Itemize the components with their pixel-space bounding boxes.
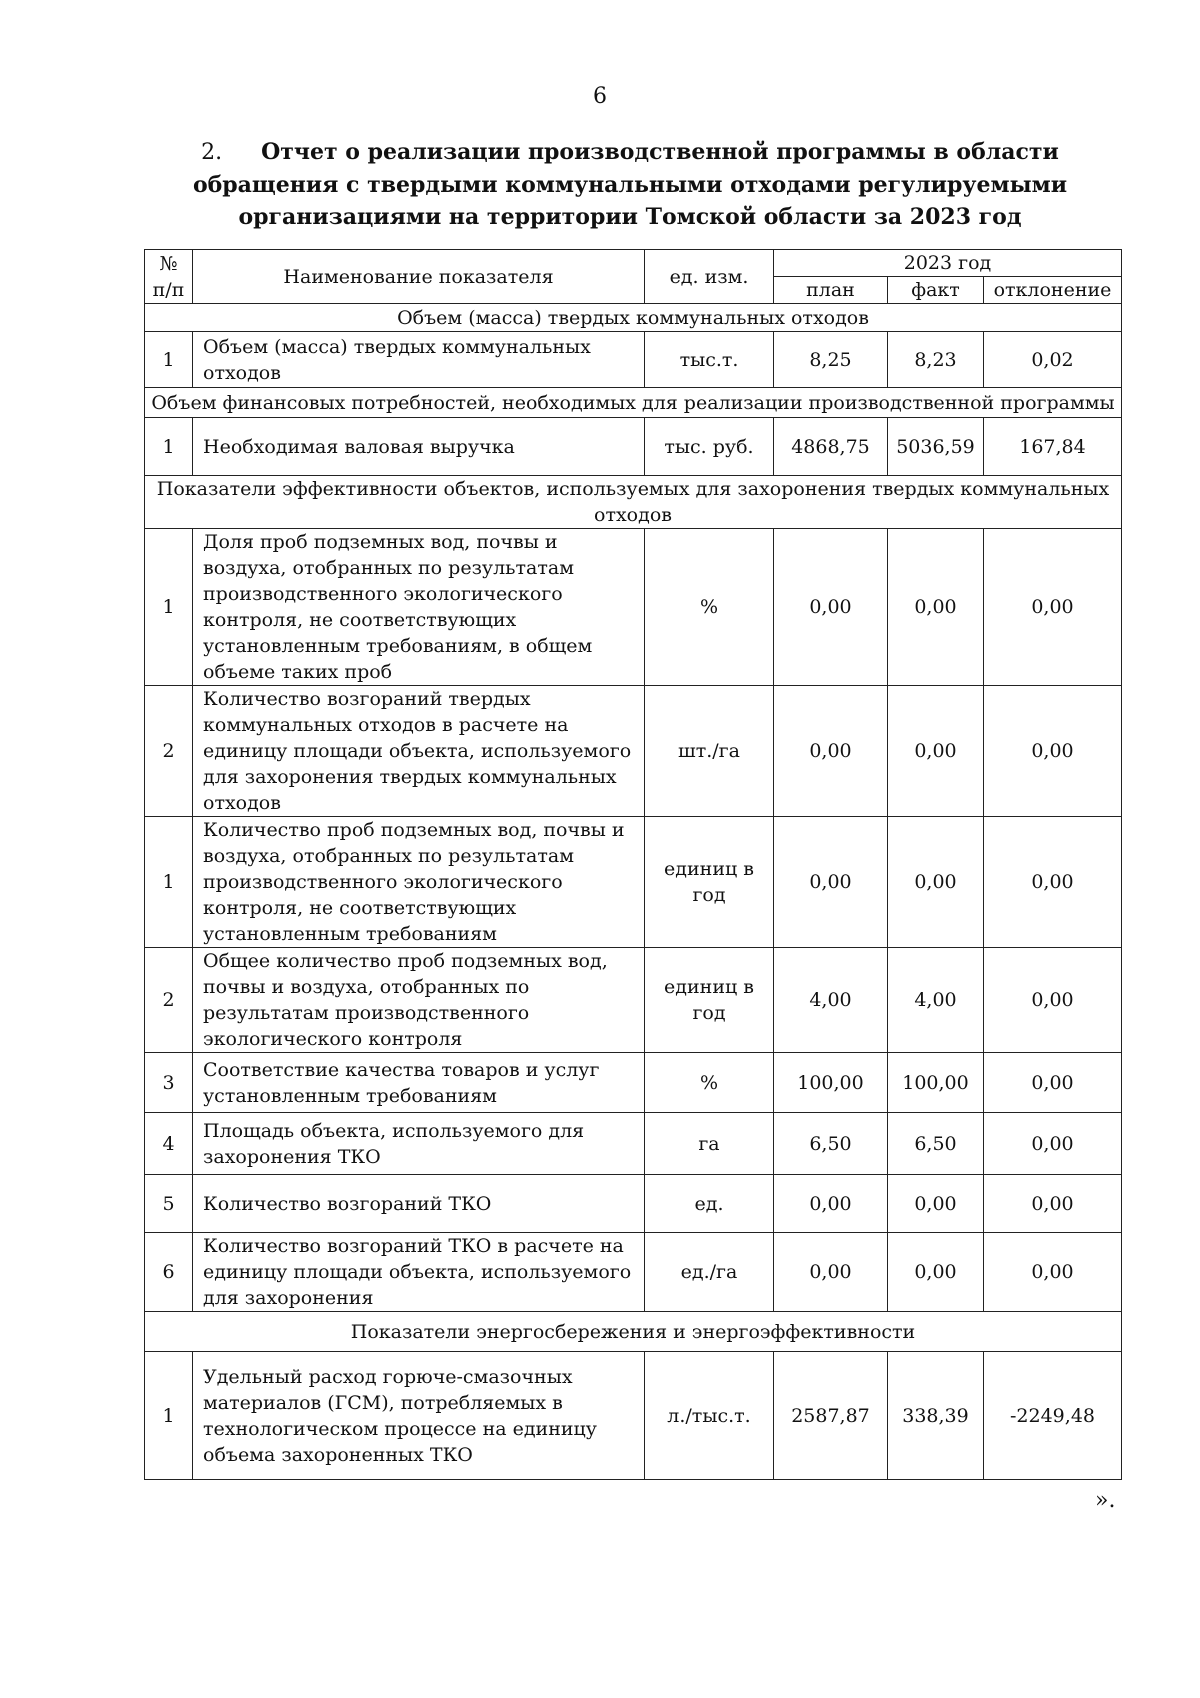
section-title: Показатели энергосбережения и энергоэффективности [145,1312,1122,1352]
cell-unit: ед./га [645,1233,774,1312]
page-number: 6 [593,84,607,109]
cell-fact: 0,00 [888,529,984,686]
cell-num: 2 [145,948,193,1053]
report-table [144,249,1122,1480]
cell-unit: га [645,1113,774,1175]
cell-num: 1 [145,418,193,476]
cell-name: Общее количество проб подземных вод, почвы и воздуха, отобранных по результатам производственного экологического контроля [193,948,645,1053]
header-row-top [145,250,1122,277]
cell-deviation: 0,00 [984,1053,1122,1113]
section-row [145,476,1122,529]
cell-num: 1 [145,529,193,686]
cell-num: 3 [145,1053,193,1113]
cell-fact: 6,50 [888,1113,984,1175]
cell-plan: 0,00 [774,1233,888,1312]
cell-deviation: 0,00 [984,1113,1122,1175]
cell-fact: 0,00 [888,686,984,817]
header-plan: план [774,277,888,304]
cell-unit: шт./га [645,686,774,817]
table-row [145,1053,1122,1113]
table-row [145,1233,1122,1312]
cell-num: 4 [145,1113,193,1175]
cell-unit: тыс.т. [645,332,774,388]
header-name: Наименование показателя [193,250,645,304]
cell-deviation: -2249,48 [984,1352,1122,1480]
cell-fact: 5036,59 [888,418,984,476]
cell-unit: % [645,529,774,686]
table-row [145,1175,1122,1233]
cell-fact: 0,00 [888,1233,984,1312]
table-row [145,948,1122,1053]
section-row [145,388,1122,418]
section-title: Объем финансовых потребностей, необходимых для реализации производственной программы [145,388,1122,418]
cell-fact: 338,39 [888,1352,984,1480]
cell-fact: 4,00 [888,948,984,1053]
cell-fact: 0,00 [888,817,984,948]
table-row [145,817,1122,948]
cell-plan: 4868,75 [774,418,888,476]
cell-plan: 0,00 [774,1175,888,1233]
cell-plan: 0,00 [774,686,888,817]
cell-plan: 100,00 [774,1053,888,1113]
cell-deviation: 0,00 [984,948,1122,1053]
table-row [145,332,1122,388]
cell-plan: 6,50 [774,1113,888,1175]
cell-unit: л./тыс.т. [645,1352,774,1480]
header-unit: ед. изм. [645,250,774,304]
cell-name: Удельный расход горюче-смазочных материалов (ГСМ), потребляемых в технологическом процессе на единицу объема захороненных ТКО [193,1352,645,1480]
cell-deviation: 167,84 [984,418,1122,476]
cell-name: Площадь объекта, используемого для захоронения ТКО [193,1113,645,1175]
cell-name: Доля проб подземных вод, почвы и воздуха, отобранных по результатам производственного экологического контроля, не соответствующих установленным требованиям, в общем объеме таких проб [193,529,645,686]
document-title [150,136,1110,233]
closing-quote-mark: ». [1095,1488,1116,1513]
title-section-number: 2. [201,140,223,165]
cell-name: Объем (масса) твердых коммунальных отходов [193,332,645,388]
cell-fact: 8,23 [888,332,984,388]
cell-num: 2 [145,686,193,817]
cell-deviation: 0,00 [984,817,1122,948]
cell-num: 5 [145,1175,193,1233]
cell-plan: 4,00 [774,948,888,1053]
table-row [145,418,1122,476]
section-title: Показатели эффективности объектов, используемых для захоронения твердых коммунальных отходов [145,476,1122,529]
cell-name: Количество проб подземных вод, почвы и воздуха, отобранных по результатам производственного экологического контроля, не соответствующих установленным требованиям [193,817,645,948]
section-row [145,1312,1122,1352]
header-num: № п/п [145,250,193,304]
cell-deviation: 0,00 [984,686,1122,817]
table-row [145,1352,1122,1480]
header-deviation: отклонение [984,277,1122,304]
report-table-body [145,250,1122,1480]
cell-deviation: 0,00 [984,1175,1122,1233]
cell-name: Необходимая валовая выручка [193,418,645,476]
table-row [145,686,1122,817]
cell-fact: 0,00 [888,1175,984,1233]
cell-fact: 100,00 [888,1053,984,1113]
cell-name: Соответствие качества товаров и услуг установленным требованиям [193,1053,645,1113]
cell-plan: 0,00 [774,529,888,686]
cell-num: 1 [145,817,193,948]
section-title: Объем (масса) твердых коммунальных отходов [145,304,1122,332]
cell-num: 6 [145,1233,193,1312]
cell-unit: ед. [645,1175,774,1233]
cell-deviation: 0,02 [984,332,1122,388]
cell-name: Количество возгораний твердых коммунальных отходов в расчете на единицу площади объекта, используемого для захоронения твердых коммунальных отходов [193,686,645,817]
cell-name: Количество возгораний ТКО в расчете на единицу площади объекта, используемого для захоронения [193,1233,645,1312]
title-text: Отчет о реализации производственной программы в области обращения с твердыми коммунальными отходами регулируемыми организациями на территории Томской области за 2023 год [192,139,1068,230]
cell-unit: единиц в год [645,948,774,1053]
table-row [145,529,1122,686]
cell-plan: 8,25 [774,332,888,388]
cell-name: Количество возгораний ТКО [193,1175,645,1233]
cell-num: 1 [145,332,193,388]
cell-num: 1 [145,1352,193,1480]
header-fact: факт [888,277,984,304]
cell-deviation: 0,00 [984,1233,1122,1312]
cell-plan: 0,00 [774,817,888,948]
section-row [145,304,1122,332]
cell-unit: тыс. руб. [645,418,774,476]
cell-deviation: 0,00 [984,529,1122,686]
cell-unit: единиц в год [645,817,774,948]
header-year: 2023 год [774,250,1122,277]
cell-unit: % [645,1053,774,1113]
cell-plan: 2587,87 [774,1352,888,1480]
table-row [145,1113,1122,1175]
